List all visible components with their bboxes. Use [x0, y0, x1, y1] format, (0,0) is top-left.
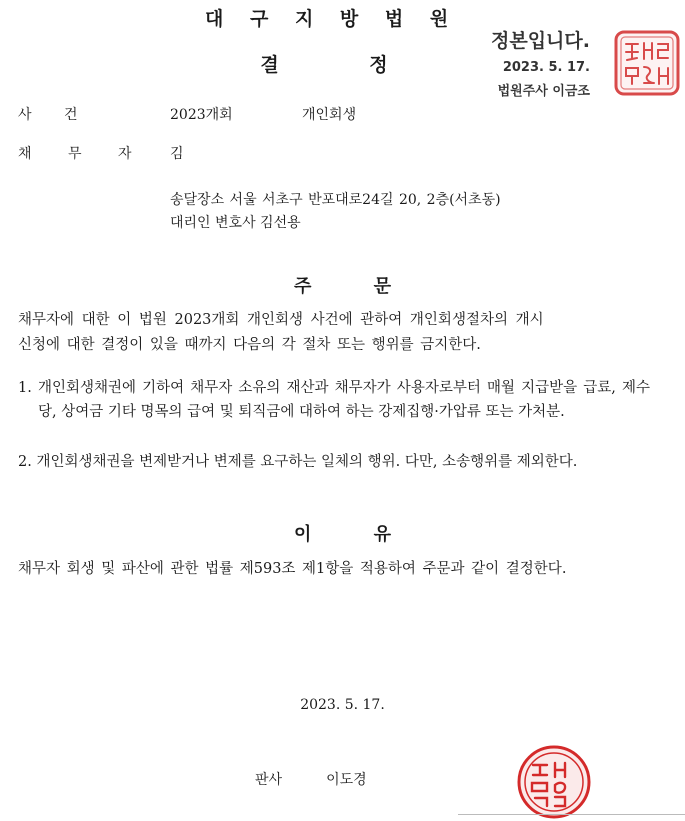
order-item-2: 2. 개인회생채권을 변제받거나 변제를 요구하는 일체의 행위. 다만, 소송행위를 제외한다.: [18, 454, 578, 470]
judge-name: 이도경: [326, 772, 367, 788]
judge-seal-icon: [515, 743, 593, 821]
legal-agent: 대리인 변호사 김선용: [170, 215, 301, 231]
certification-date: 2023. 5. 17.: [502, 60, 590, 75]
order-intro-line-2: 신청에 대한 결정이 있을 때까지 다음의 각 절차 또는 행위를 금지한다.: [18, 337, 481, 353]
order-intro-line-1: 채무자에 대한 이 법원 2023개회 개인회생 사건에 관하여 개인회생절차의 개시: [18, 312, 544, 328]
service-address: 송달장소 서울 서초구 반포대로24길 20, 2층(서초동): [170, 192, 501, 208]
order-item-1: 1. 개인회생채권에 기하여 채무자 소유의 재산과 채무자가 사용자로부터 매월 지급받을 급료, 제수당, 상여금 기타 명목의 급여 및 퇴직금에 대하여 하는 강제집행·가압류 또는 가처분.: [18, 380, 650, 420]
bottom-divider: [458, 814, 685, 815]
judge-signature-line: [255, 769, 367, 789]
court-clerk-seal-icon: [614, 30, 680, 96]
case-number: 2023개회: [170, 107, 233, 123]
judge-title: 판사: [255, 772, 283, 788]
certification-clerk: 법원주사 이금조: [497, 84, 590, 99]
decision-date: 2023. 5. 17.: [300, 697, 385, 713]
debtor-label: 채 무 자: [18, 146, 148, 162]
case-type: 개인회생: [302, 107, 357, 123]
debtor-name: 김: [170, 146, 184, 162]
order-heading: 주 문: [293, 276, 392, 297]
document-title: 결 정: [260, 54, 400, 76]
court-name: 대 구 지 방 법 원: [205, 8, 459, 30]
reason-heading: 이 유: [293, 524, 392, 545]
reason-text: 채무자 회생 및 파산에 관한 법률 제593조 제1항을 적용하여 주문과 같이 결정한다.: [18, 561, 567, 577]
certified-copy-text: 정본입니다.: [491, 30, 590, 52]
case-label: 사 건: [18, 107, 92, 123]
